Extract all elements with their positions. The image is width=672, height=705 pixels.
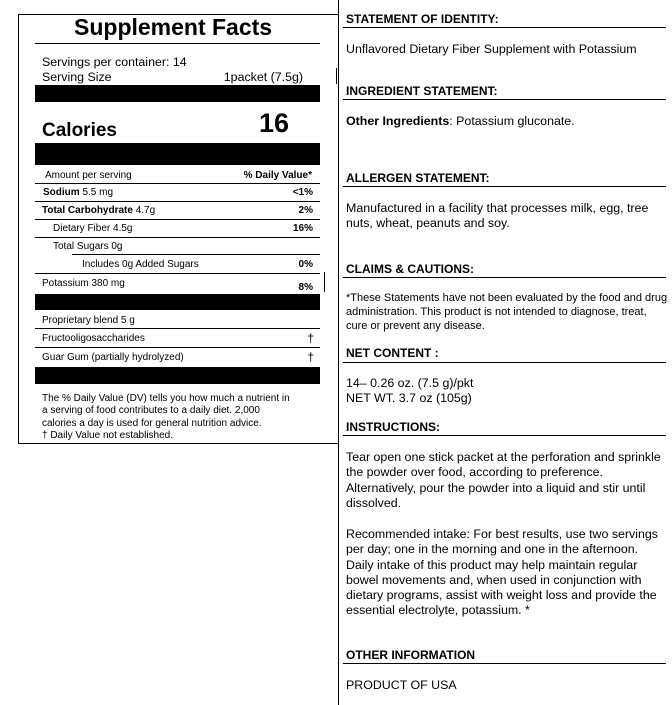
footnote-line: † Daily Value not established. (42, 430, 174, 442)
allergen-heading: ALLERGEN STATEMENT: (346, 171, 490, 185)
heading-rule (343, 435, 666, 436)
other-info-heading: OTHER INFORMATION (346, 648, 476, 662)
heading-rule (343, 27, 666, 28)
ingredient-label: Other Ingredients (346, 114, 450, 128)
panel-left-border (18, 14, 19, 444)
nutrient-dv: 2% (298, 205, 313, 216)
recommended-intake-paragraph: Recommended intake: For best results, use two servings per day; one in the morning and one in the afternoon. Daily intake of this product may help maintain regular bowel movements and, when used in conjunction with dietary programs, assist with weight loss and provide the essential electrolyte, potassium. * (346, 527, 658, 618)
nutrient-row-sodium (35, 184, 320, 202)
nutrient-name: Potassium 380 mg (42, 278, 125, 289)
dv-header: % Daily Value* (243, 170, 312, 181)
blend-item-dv: † (307, 350, 314, 364)
footnote-line: a serving of food contributes to a daily diet. 2,000 (42, 405, 260, 417)
heading-rule (343, 99, 666, 100)
blend-item-row (35, 349, 320, 367)
nutrient-row-potassium (35, 276, 320, 294)
net-content-heading: NET CONTENT : (346, 346, 439, 360)
ingredient-text (346, 114, 668, 129)
daily-value-footnote (42, 393, 290, 443)
nutrient-dv: 8% (298, 282, 313, 293)
nutrient-dv: <1% (292, 187, 313, 198)
column-divider (338, 0, 339, 705)
panel-right-tick (336, 68, 337, 84)
panel-title: Supplement Facts (74, 14, 273, 40)
nutrient-amount: 5.5 mg (82, 187, 114, 198)
nutrient-name: Includes 0g Added Sugars (82, 259, 199, 270)
row-rule (35, 273, 320, 274)
thick-rule (35, 294, 320, 310)
heading-rule (343, 362, 666, 363)
calories-value: 16 (259, 108, 290, 138)
net-content-text (346, 376, 668, 407)
instructions-paragraph: Tear open one stick packet at the perforation and sprinkle the powder over food, according to preference. Alternatively, pour the powder into a liquid and stir until dissolved. (346, 450, 661, 510)
title-rule (35, 43, 320, 44)
net-content-line: NET WT. 3.7 oz (105g) (346, 391, 472, 406)
thick-rule (35, 143, 320, 165)
heading-rule (343, 186, 666, 187)
blend-name: Proprietary blend 5 g (42, 315, 135, 326)
blend-item-name: Fructooligosaccharides (42, 333, 145, 344)
ingredient-heading: INGREDIENT STATEMENT: (346, 84, 498, 98)
other-info-text: PRODUCT OF USA (346, 678, 457, 692)
nutrient-name: Dietary Fiber 4.5g (53, 223, 133, 234)
footnote-line: The % Daily Value (DV) tells you how much a nutrient in (42, 393, 290, 404)
nutrient-dv: 0% (298, 259, 313, 270)
nutrient-dv: 16% (292, 223, 313, 234)
nutrient-name: Total Carbohydrate (42, 205, 133, 216)
claims-heading: CLAIMS & CAUTIONS: (346, 262, 474, 276)
calories-label: Calories (42, 120, 117, 141)
blend-item-row (35, 330, 320, 348)
nutrient-row-fiber (35, 220, 320, 238)
nutrient-row-added-sugars (35, 256, 320, 274)
serving-size-value: 1packet (7.5g) (223, 70, 303, 84)
footnote-line: calories a day is used for general nutrition advice. (42, 417, 262, 429)
thick-rule (35, 367, 320, 384)
row-rule (72, 254, 320, 255)
nutrient-name: Sodium (43, 187, 80, 198)
claims-text: *These Statements have not been evaluated by the food and drug administration. This product is not intended to diagnose, treat, cure or prevent any disease. (346, 292, 668, 332)
nutrient-amount: 4.7g (135, 205, 156, 216)
blend-item-dv: † (307, 331, 314, 345)
serving-size-label: Serving Size (42, 70, 112, 84)
row-rule (35, 328, 320, 329)
heading-rule (343, 663, 666, 664)
instructions-heading: INSTRUCTIONS: (346, 420, 440, 434)
nutrient-name: Total Sugars 0g (53, 241, 123, 252)
nutrient-row-carbohydrate (35, 202, 320, 220)
servings-per-container: Servings per container: 14 (42, 55, 187, 69)
heading-rule (343, 277, 666, 278)
blend-item-name: Guar Gum (partially hydrolyzed) (42, 352, 184, 363)
panel-bottom-border (18, 443, 338, 444)
identity-text: Unflavored Dietary Fiber Supplement with Potassium (346, 42, 637, 56)
net-content-line: 14– 0.26 oz. (7.5 g)/pkt (346, 376, 474, 390)
amount-header: Amount per serving (45, 170, 132, 181)
allergen-text: Manufactured in a facility that processes milk, egg, tree nuts, wheat, peanuts and soy. (346, 201, 649, 231)
row-rule (35, 347, 320, 348)
ingredient-value: : Potassium gluconate. (449, 114, 575, 128)
row-tick (324, 272, 325, 292)
identity-heading: STATEMENT OF IDENTITY: (346, 12, 499, 26)
thick-rule (35, 85, 320, 102)
